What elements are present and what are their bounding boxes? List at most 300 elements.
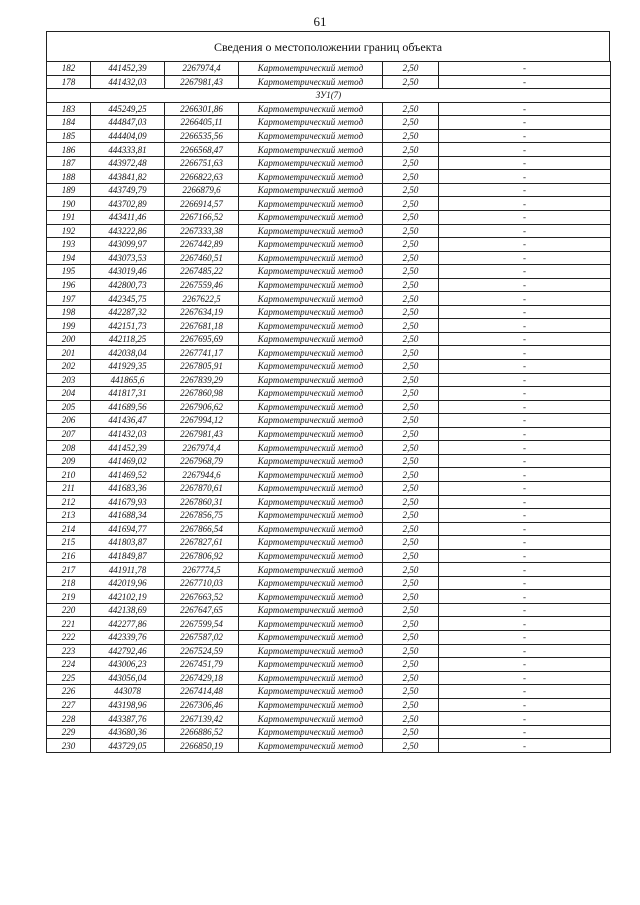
table-row bbox=[47, 305, 611, 319]
method-cell: Картометрический метод bbox=[239, 576, 383, 590]
y-coordinate-cell: 2267414,48 bbox=[165, 685, 239, 699]
method-cell: Картометрический метод bbox=[239, 292, 383, 306]
x-coordinate-cell: 444404,09 bbox=[91, 129, 165, 143]
accuracy-cell: 2,50 bbox=[383, 197, 439, 211]
note-cell: - bbox=[439, 590, 611, 604]
y-coordinate-cell: 2266914,57 bbox=[165, 197, 239, 211]
table-row bbox=[47, 183, 611, 197]
x-coordinate-cell: 443411,46 bbox=[91, 211, 165, 225]
accuracy-cell: 2,50 bbox=[383, 468, 439, 482]
point-number-cell: 192 bbox=[47, 224, 91, 238]
accuracy-cell: 2,50 bbox=[383, 712, 439, 726]
accuracy-cell: 2,50 bbox=[383, 414, 439, 428]
x-coordinate-cell: 442151,73 bbox=[91, 319, 165, 333]
point-number-cell: 207 bbox=[47, 427, 91, 441]
note-cell: - bbox=[439, 197, 611, 211]
accuracy-cell: 2,50 bbox=[383, 292, 439, 306]
method-cell: Картометрический метод bbox=[239, 698, 383, 712]
method-cell: Картометрический метод bbox=[239, 400, 383, 414]
note-cell: - bbox=[439, 387, 611, 401]
table-row bbox=[47, 739, 611, 753]
x-coordinate-cell: 443019,46 bbox=[91, 265, 165, 279]
x-coordinate-cell: 444847,03 bbox=[91, 116, 165, 130]
method-cell: Картометрический метод bbox=[239, 427, 383, 441]
table-row bbox=[47, 156, 611, 170]
method-cell: Картометрический метод bbox=[239, 725, 383, 739]
accuracy-cell: 2,50 bbox=[383, 62, 439, 76]
note-cell: - bbox=[439, 143, 611, 157]
table-row bbox=[47, 427, 611, 441]
method-cell: Картометрический метод bbox=[239, 197, 383, 211]
accuracy-cell: 2,50 bbox=[383, 427, 439, 441]
table-row bbox=[47, 522, 611, 536]
point-number-cell: 230 bbox=[47, 739, 91, 753]
point-number-cell: 184 bbox=[47, 116, 91, 130]
point-number-cell: 220 bbox=[47, 603, 91, 617]
accuracy-cell: 2,50 bbox=[383, 373, 439, 387]
note-cell: - bbox=[439, 292, 611, 306]
point-number-cell: 226 bbox=[47, 685, 91, 699]
accuracy-cell: 2,50 bbox=[383, 170, 439, 184]
method-cell: Картометрический метод bbox=[239, 373, 383, 387]
method-cell: Картометрический метод bbox=[239, 468, 383, 482]
x-coordinate-cell: 442792,46 bbox=[91, 644, 165, 658]
note-cell: - bbox=[439, 644, 611, 658]
y-coordinate-cell: 2267306,46 bbox=[165, 698, 239, 712]
note-cell: - bbox=[439, 576, 611, 590]
x-coordinate-cell: 442038,04 bbox=[91, 346, 165, 360]
method-cell: Картометрический метод bbox=[239, 75, 383, 89]
accuracy-cell: 2,50 bbox=[383, 576, 439, 590]
note-cell: - bbox=[439, 400, 611, 414]
x-coordinate-cell: 443702,89 bbox=[91, 197, 165, 211]
table-row bbox=[47, 644, 611, 658]
note-cell: - bbox=[439, 156, 611, 170]
x-coordinate-cell: 443387,76 bbox=[91, 712, 165, 726]
x-coordinate-cell: 441688,34 bbox=[91, 509, 165, 523]
table-row bbox=[47, 495, 611, 509]
x-coordinate-cell: 441683,36 bbox=[91, 481, 165, 495]
y-coordinate-cell: 2267460,51 bbox=[165, 251, 239, 265]
x-coordinate-cell: 441432,03 bbox=[91, 427, 165, 441]
method-cell: Картометрический метод bbox=[239, 495, 383, 509]
accuracy-cell: 2,50 bbox=[383, 346, 439, 360]
point-number-cell: 218 bbox=[47, 576, 91, 590]
point-number-cell: 182 bbox=[47, 62, 91, 76]
y-coordinate-cell: 2267524,59 bbox=[165, 644, 239, 658]
y-coordinate-cell: 2266405,11 bbox=[165, 116, 239, 130]
x-coordinate-cell: 441929,35 bbox=[91, 360, 165, 374]
point-number-cell: 191 bbox=[47, 211, 91, 225]
table-row bbox=[47, 481, 611, 495]
method-cell: Картометрический метод bbox=[239, 62, 383, 76]
method-cell: Картометрический метод bbox=[239, 102, 383, 116]
x-coordinate-cell: 441469,02 bbox=[91, 454, 165, 468]
point-number-cell: 216 bbox=[47, 549, 91, 563]
table-row bbox=[47, 603, 611, 617]
accuracy-cell: 2,50 bbox=[383, 360, 439, 374]
point-number-cell: 198 bbox=[47, 305, 91, 319]
accuracy-cell: 2,50 bbox=[383, 332, 439, 346]
method-cell: Картометрический метод bbox=[239, 129, 383, 143]
method-cell: Картометрический метод bbox=[239, 224, 383, 238]
x-coordinate-cell: 441803,87 bbox=[91, 536, 165, 550]
point-number-cell: 178 bbox=[47, 75, 91, 89]
y-coordinate-cell: 2267974,4 bbox=[165, 62, 239, 76]
table-row bbox=[47, 400, 611, 414]
method-cell: Картометрический метод bbox=[239, 265, 383, 279]
accuracy-cell: 2,50 bbox=[383, 265, 439, 279]
method-cell: Картометрический метод bbox=[239, 603, 383, 617]
point-number-cell: 197 bbox=[47, 292, 91, 306]
table-row bbox=[47, 563, 611, 577]
y-coordinate-cell: 2267166,52 bbox=[165, 211, 239, 225]
table-row bbox=[47, 387, 611, 401]
x-coordinate-cell: 443972,48 bbox=[91, 156, 165, 170]
point-number-cell: 193 bbox=[47, 238, 91, 252]
note-cell: - bbox=[439, 522, 611, 536]
table-row bbox=[47, 116, 611, 130]
note-cell: - bbox=[439, 549, 611, 563]
point-number-cell: 199 bbox=[47, 319, 91, 333]
note-cell: - bbox=[439, 75, 611, 89]
table-row bbox=[47, 224, 611, 238]
table-row bbox=[47, 617, 611, 631]
accuracy-cell: 2,50 bbox=[383, 441, 439, 455]
point-number-cell: 209 bbox=[47, 454, 91, 468]
table-row bbox=[47, 265, 611, 279]
table-row bbox=[47, 576, 611, 590]
table-body bbox=[47, 62, 611, 753]
y-coordinate-cell: 2267647,65 bbox=[165, 603, 239, 617]
point-number-cell: 203 bbox=[47, 373, 91, 387]
accuracy-cell: 2,50 bbox=[383, 238, 439, 252]
y-coordinate-cell: 2267827,61 bbox=[165, 536, 239, 550]
table-row bbox=[47, 170, 611, 184]
x-coordinate-cell: 443729,05 bbox=[91, 739, 165, 753]
method-cell: Картометрический метод bbox=[239, 685, 383, 699]
point-number-cell: 200 bbox=[47, 332, 91, 346]
x-coordinate-cell: 442019,96 bbox=[91, 576, 165, 590]
point-number-cell: 186 bbox=[47, 143, 91, 157]
y-coordinate-cell: 2267741,17 bbox=[165, 346, 239, 360]
x-coordinate-cell: 441817,31 bbox=[91, 387, 165, 401]
table-row bbox=[47, 251, 611, 265]
table-row bbox=[47, 346, 611, 360]
method-cell: Картометрический метод bbox=[239, 454, 383, 468]
x-coordinate-cell: 441436,47 bbox=[91, 414, 165, 428]
accuracy-cell: 2,50 bbox=[383, 698, 439, 712]
note-cell: - bbox=[439, 305, 611, 319]
y-coordinate-cell: 2267451,79 bbox=[165, 658, 239, 672]
y-coordinate-cell: 2267860,98 bbox=[165, 387, 239, 401]
y-coordinate-cell: 2267839,29 bbox=[165, 373, 239, 387]
note-cell: - bbox=[439, 739, 611, 753]
x-coordinate-cell: 441452,39 bbox=[91, 441, 165, 455]
y-coordinate-cell: 2267944,6 bbox=[165, 468, 239, 482]
y-coordinate-cell: 2267774,5 bbox=[165, 563, 239, 577]
x-coordinate-cell: 441679,93 bbox=[91, 495, 165, 509]
point-number-cell: 194 bbox=[47, 251, 91, 265]
table-row bbox=[47, 238, 611, 252]
point-number-cell: 223 bbox=[47, 644, 91, 658]
method-cell: Картометрический метод bbox=[239, 630, 383, 644]
table-row bbox=[47, 590, 611, 604]
table-row bbox=[47, 671, 611, 685]
note-cell: - bbox=[439, 698, 611, 712]
point-number-cell: 202 bbox=[47, 360, 91, 374]
method-cell: Картометрический метод bbox=[239, 170, 383, 184]
x-coordinate-cell: 441689,56 bbox=[91, 400, 165, 414]
point-number-cell: 188 bbox=[47, 170, 91, 184]
boundary-sheet bbox=[46, 31, 610, 753]
table-row bbox=[47, 143, 611, 157]
table-row bbox=[47, 332, 611, 346]
table-row bbox=[47, 197, 611, 211]
x-coordinate-cell: 441452,39 bbox=[91, 62, 165, 76]
accuracy-cell: 2,50 bbox=[383, 563, 439, 577]
accuracy-cell: 2,50 bbox=[383, 522, 439, 536]
y-coordinate-cell: 2267856,75 bbox=[165, 509, 239, 523]
x-coordinate-cell: 443222,86 bbox=[91, 224, 165, 238]
method-cell: Картометрический метод bbox=[239, 156, 383, 170]
point-number-cell: 190 bbox=[47, 197, 91, 211]
accuracy-cell: 2,50 bbox=[383, 509, 439, 523]
point-number-cell: 211 bbox=[47, 481, 91, 495]
table-row bbox=[47, 211, 611, 225]
table-row bbox=[47, 698, 611, 712]
point-number-cell: 224 bbox=[47, 658, 91, 672]
y-coordinate-cell: 2266850,19 bbox=[165, 739, 239, 753]
x-coordinate-cell: 441911,78 bbox=[91, 563, 165, 577]
method-cell: Картометрический метод bbox=[239, 549, 383, 563]
accuracy-cell: 2,50 bbox=[383, 278, 439, 292]
point-number-cell: 201 bbox=[47, 346, 91, 360]
note-cell: - bbox=[439, 427, 611, 441]
table-row bbox=[47, 630, 611, 644]
table-row bbox=[47, 360, 611, 374]
accuracy-cell: 2,50 bbox=[383, 116, 439, 130]
point-number-cell: 183 bbox=[47, 102, 91, 116]
note-cell: - bbox=[439, 170, 611, 184]
x-coordinate-cell: 442102,19 bbox=[91, 590, 165, 604]
x-coordinate-cell: 442345,75 bbox=[91, 292, 165, 306]
y-coordinate-cell: 2267866,54 bbox=[165, 522, 239, 536]
table-row bbox=[47, 102, 611, 116]
note-cell: - bbox=[439, 319, 611, 333]
point-number-cell: 219 bbox=[47, 590, 91, 604]
y-coordinate-cell: 2266822,63 bbox=[165, 170, 239, 184]
point-number-cell: 212 bbox=[47, 495, 91, 509]
point-number-cell: 215 bbox=[47, 536, 91, 550]
note-cell: - bbox=[439, 536, 611, 550]
x-coordinate-cell: 443198,96 bbox=[91, 698, 165, 712]
section-row bbox=[47, 89, 611, 103]
point-number-cell: 195 bbox=[47, 265, 91, 279]
point-number-cell: 229 bbox=[47, 725, 91, 739]
table-row bbox=[47, 373, 611, 387]
method-cell: Картометрический метод bbox=[239, 116, 383, 130]
y-coordinate-cell: 2267681,18 bbox=[165, 319, 239, 333]
table-row bbox=[47, 549, 611, 563]
method-cell: Картометрический метод bbox=[239, 346, 383, 360]
method-cell: Картометрический метод bbox=[239, 319, 383, 333]
accuracy-cell: 2,50 bbox=[383, 319, 439, 333]
accuracy-cell: 2,50 bbox=[383, 549, 439, 563]
accuracy-cell: 2,50 bbox=[383, 251, 439, 265]
method-cell: Картометрический метод bbox=[239, 617, 383, 631]
x-coordinate-cell: 442339,76 bbox=[91, 630, 165, 644]
y-coordinate-cell: 2267710,03 bbox=[165, 576, 239, 590]
note-cell: - bbox=[439, 224, 611, 238]
method-cell: Картометрический метод bbox=[239, 481, 383, 495]
x-coordinate-cell: 443006,23 bbox=[91, 658, 165, 672]
table-row bbox=[47, 62, 611, 76]
method-cell: Картометрический метод bbox=[239, 644, 383, 658]
note-cell: - bbox=[439, 685, 611, 699]
table-row bbox=[47, 536, 611, 550]
point-number-cell: 214 bbox=[47, 522, 91, 536]
boundary-coordinates-table bbox=[46, 61, 611, 753]
point-number-cell: 222 bbox=[47, 630, 91, 644]
y-coordinate-cell: 2267968,79 bbox=[165, 454, 239, 468]
point-number-cell: 221 bbox=[47, 617, 91, 631]
accuracy-cell: 2,50 bbox=[383, 644, 439, 658]
accuracy-cell: 2,50 bbox=[383, 685, 439, 699]
table-row bbox=[47, 685, 611, 699]
point-number-cell: 196 bbox=[47, 278, 91, 292]
point-number-cell: 208 bbox=[47, 441, 91, 455]
accuracy-cell: 2,50 bbox=[383, 400, 439, 414]
y-coordinate-cell: 2266751,63 bbox=[165, 156, 239, 170]
y-coordinate-cell: 2267634,19 bbox=[165, 305, 239, 319]
method-cell: Картометрический метод bbox=[239, 590, 383, 604]
y-coordinate-cell: 2267139,42 bbox=[165, 712, 239, 726]
x-coordinate-cell: 441469,52 bbox=[91, 468, 165, 482]
note-cell: - bbox=[439, 563, 611, 577]
table-row bbox=[47, 509, 611, 523]
accuracy-cell: 2,50 bbox=[383, 495, 439, 509]
method-cell: Картометрический метод bbox=[239, 658, 383, 672]
note-cell: - bbox=[439, 360, 611, 374]
table-row bbox=[47, 319, 611, 333]
table-row bbox=[47, 75, 611, 89]
note-cell: - bbox=[439, 211, 611, 225]
method-cell: Картометрический метод bbox=[239, 143, 383, 157]
x-coordinate-cell: 443099,97 bbox=[91, 238, 165, 252]
table-row bbox=[47, 454, 611, 468]
note-cell: - bbox=[439, 509, 611, 523]
table-row bbox=[47, 658, 611, 672]
table-row bbox=[47, 468, 611, 482]
y-coordinate-cell: 2267663,52 bbox=[165, 590, 239, 604]
method-cell: Картометрический метод bbox=[239, 278, 383, 292]
x-coordinate-cell: 442138,69 bbox=[91, 603, 165, 617]
accuracy-cell: 2,50 bbox=[383, 590, 439, 604]
method-cell: Картометрический метод bbox=[239, 712, 383, 726]
note-cell: - bbox=[439, 617, 611, 631]
note-cell: - bbox=[439, 441, 611, 455]
y-coordinate-cell: 2267974,4 bbox=[165, 441, 239, 455]
table-row bbox=[47, 712, 611, 726]
x-coordinate-cell: 442800,73 bbox=[91, 278, 165, 292]
note-cell: - bbox=[439, 481, 611, 495]
table-row bbox=[47, 129, 611, 143]
point-number-cell: 210 bbox=[47, 468, 91, 482]
point-number-cell: 187 bbox=[47, 156, 91, 170]
accuracy-cell: 2,50 bbox=[383, 617, 439, 631]
note-cell: - bbox=[439, 62, 611, 76]
method-cell: Картометрический метод bbox=[239, 251, 383, 265]
y-coordinate-cell: 2267587,02 bbox=[165, 630, 239, 644]
x-coordinate-cell: 444333,81 bbox=[91, 143, 165, 157]
point-number-cell: 227 bbox=[47, 698, 91, 712]
x-coordinate-cell: 443680,36 bbox=[91, 725, 165, 739]
note-cell: - bbox=[439, 712, 611, 726]
x-coordinate-cell: 443056,04 bbox=[91, 671, 165, 685]
y-coordinate-cell: 2266879,6 bbox=[165, 183, 239, 197]
page-number: 61 bbox=[313, 14, 327, 29]
y-coordinate-cell: 2266886,52 bbox=[165, 725, 239, 739]
note-cell: - bbox=[439, 468, 611, 482]
note-cell: - bbox=[439, 373, 611, 387]
table-row bbox=[47, 292, 611, 306]
method-cell: Картометрический метод bbox=[239, 536, 383, 550]
point-number-cell: 189 bbox=[47, 183, 91, 197]
point-number-cell: 206 bbox=[47, 414, 91, 428]
accuracy-cell: 2,50 bbox=[383, 739, 439, 753]
note-cell: - bbox=[439, 671, 611, 685]
note-cell: - bbox=[439, 658, 611, 672]
method-cell: Картометрический метод bbox=[239, 387, 383, 401]
y-coordinate-cell: 2267429,18 bbox=[165, 671, 239, 685]
x-coordinate-cell: 441849,87 bbox=[91, 549, 165, 563]
x-coordinate-cell: 442287,32 bbox=[91, 305, 165, 319]
note-cell: - bbox=[439, 251, 611, 265]
method-cell: Картометрический метод bbox=[239, 414, 383, 428]
section-label: ЗУ1(7) bbox=[47, 89, 611, 103]
y-coordinate-cell: 2267559,46 bbox=[165, 278, 239, 292]
accuracy-cell: 2,50 bbox=[383, 603, 439, 617]
note-cell: - bbox=[439, 278, 611, 292]
note-cell: - bbox=[439, 603, 611, 617]
note-cell: - bbox=[439, 129, 611, 143]
note-cell: - bbox=[439, 495, 611, 509]
accuracy-cell: 2,50 bbox=[383, 224, 439, 238]
method-cell: Картометрический метод bbox=[239, 238, 383, 252]
x-coordinate-cell: 443073,53 bbox=[91, 251, 165, 265]
note-cell: - bbox=[439, 414, 611, 428]
y-coordinate-cell: 2267805,91 bbox=[165, 360, 239, 374]
accuracy-cell: 2,50 bbox=[383, 156, 439, 170]
accuracy-cell: 2,50 bbox=[383, 481, 439, 495]
method-cell: Картометрический метод bbox=[239, 441, 383, 455]
y-coordinate-cell: 2267806,92 bbox=[165, 549, 239, 563]
x-coordinate-cell: 443078 bbox=[91, 685, 165, 699]
table-title: Сведения о местоположении границ объекта bbox=[46, 31, 610, 61]
note-cell: - bbox=[439, 630, 611, 644]
point-number-cell: 225 bbox=[47, 671, 91, 685]
y-coordinate-cell: 2267485,22 bbox=[165, 265, 239, 279]
method-cell: Картометрический метод bbox=[239, 211, 383, 225]
method-cell: Картометрический метод bbox=[239, 332, 383, 346]
y-coordinate-cell: 2267906,62 bbox=[165, 400, 239, 414]
accuracy-cell: 2,50 bbox=[383, 671, 439, 685]
y-coordinate-cell: 2267622,5 bbox=[165, 292, 239, 306]
point-number-cell: 205 bbox=[47, 400, 91, 414]
method-cell: Картометрический метод bbox=[239, 360, 383, 374]
y-coordinate-cell: 2267695,69 bbox=[165, 332, 239, 346]
